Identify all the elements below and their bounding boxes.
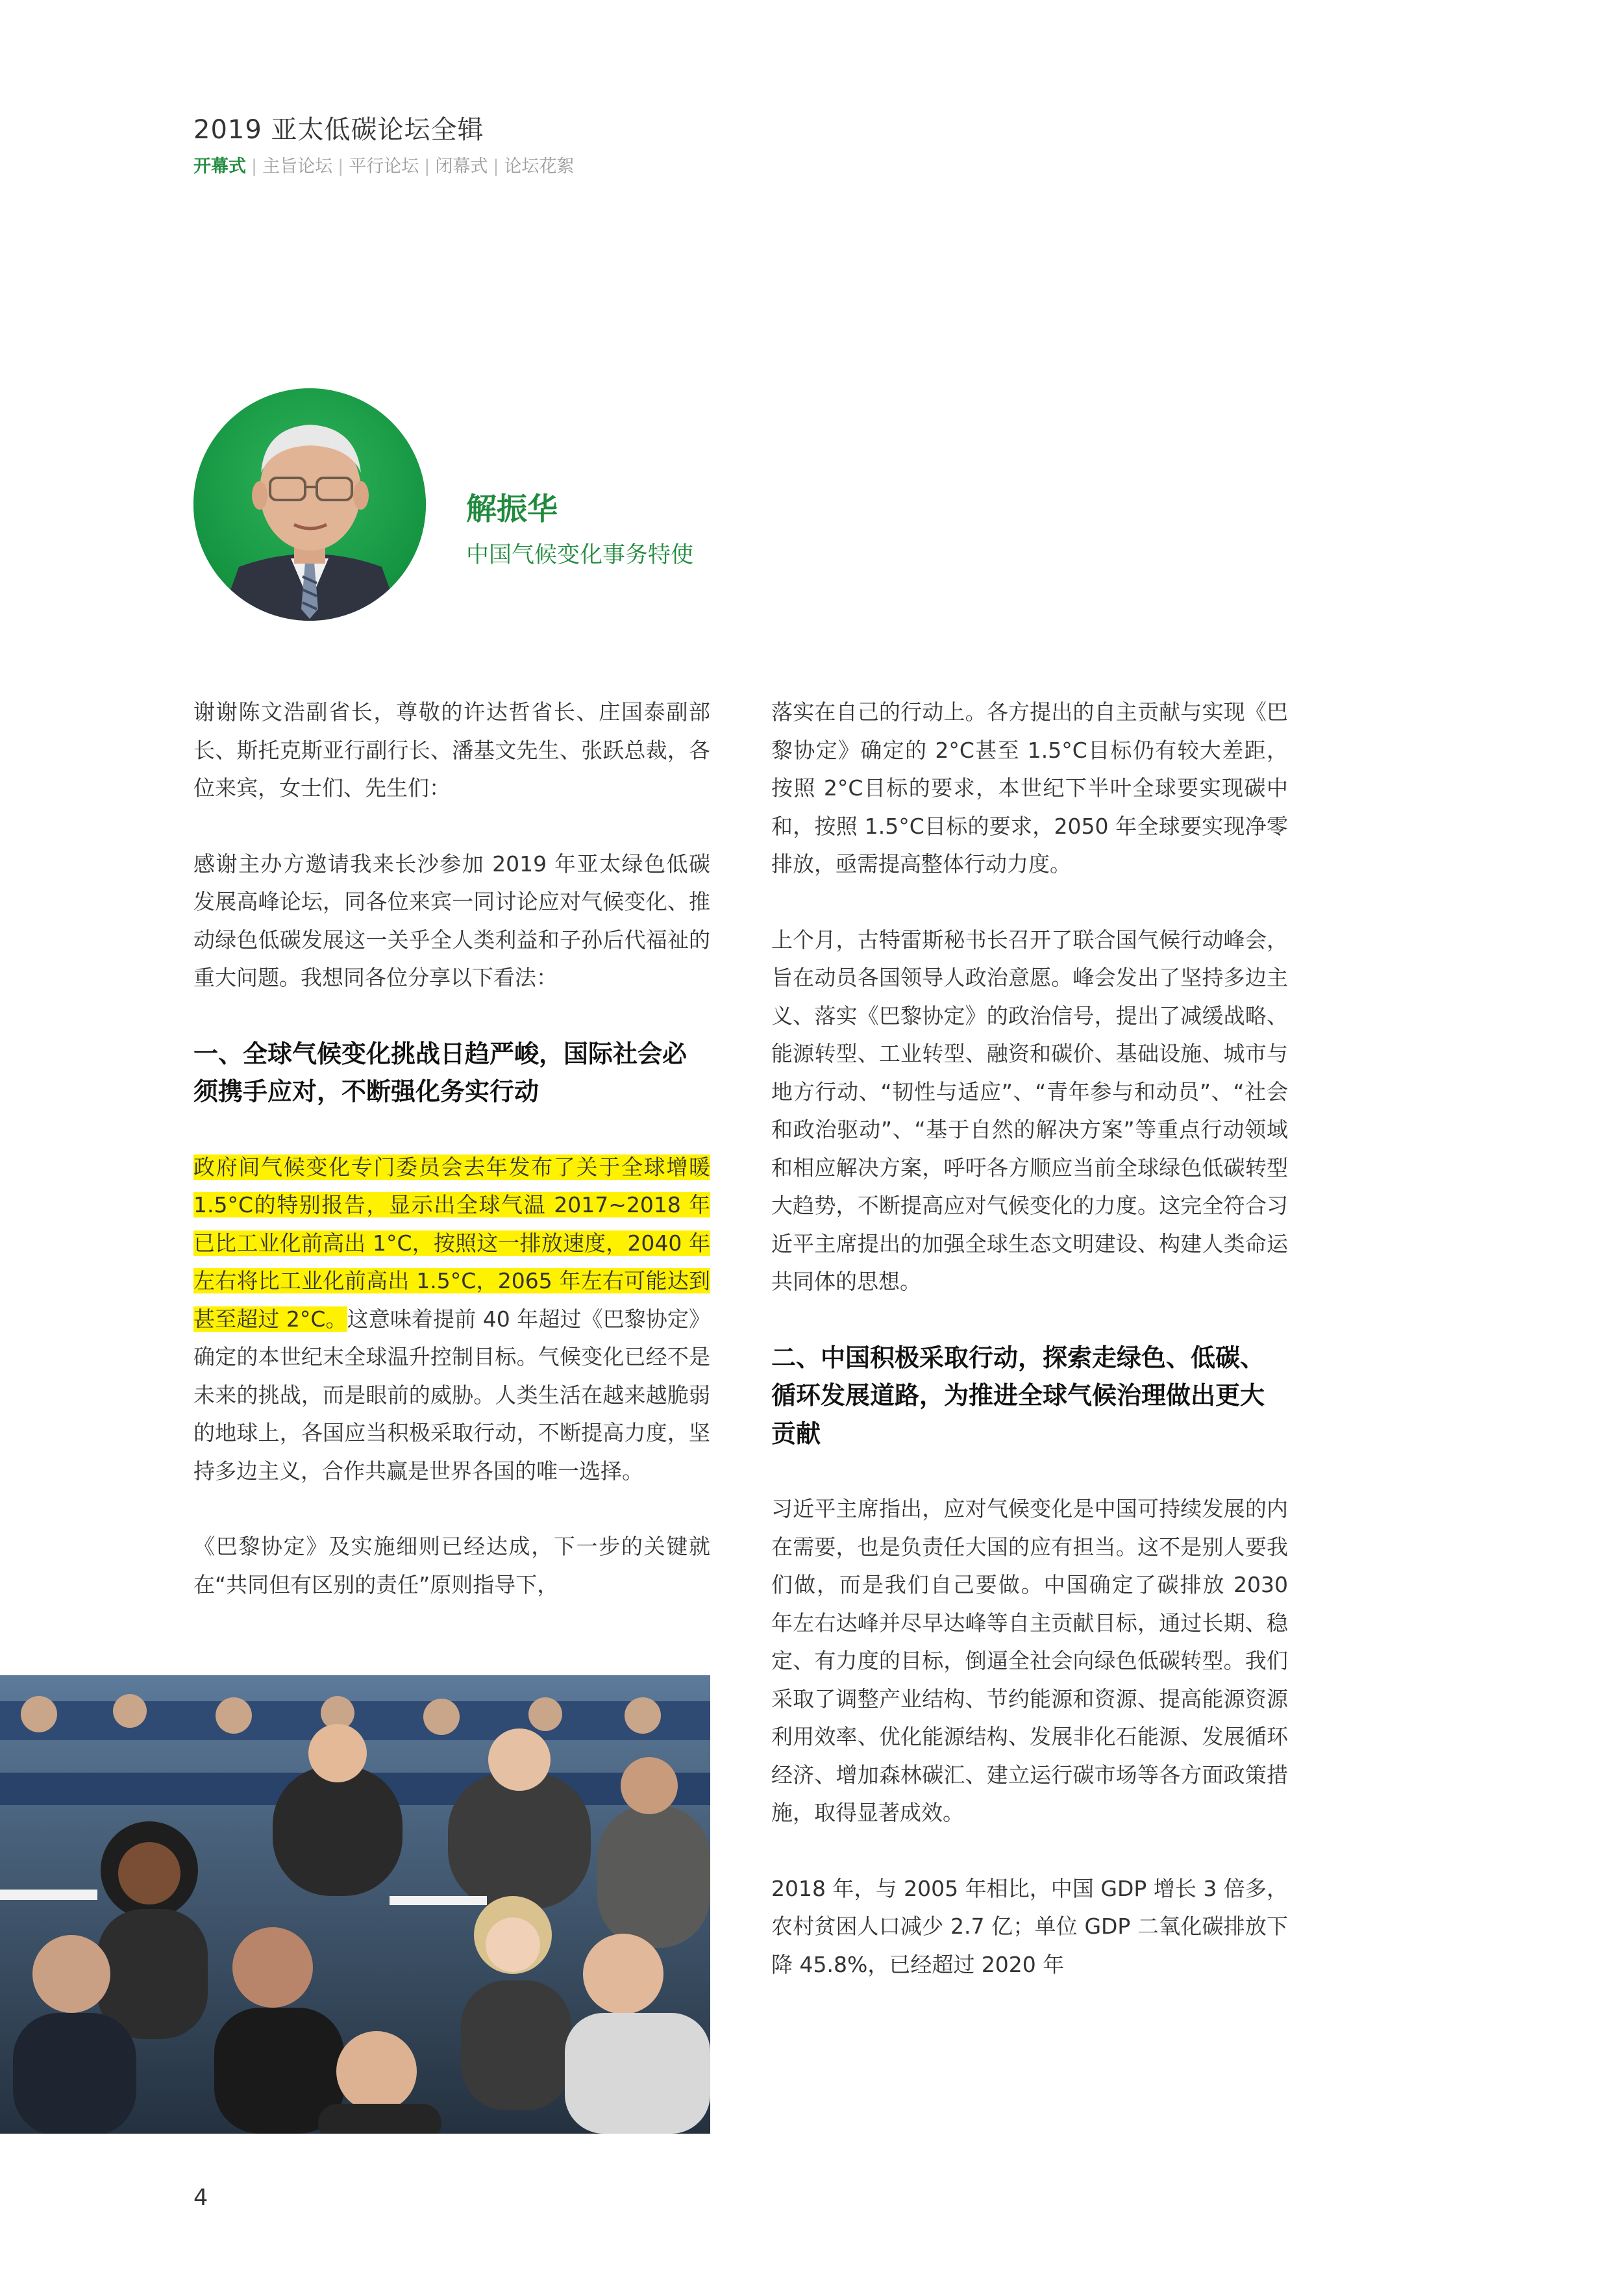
paragraph-paris: 《巴黎协定》及实施细则已经达成，下一步的关键就在“共同但有区别的责任”原则指导下， xyxy=(193,1534,710,1597)
paragraph-intro: 感谢主办方邀请我来长沙参加 2019 年亚太绿色低碳发展高峰论坛，同各位来宾一同讨论应对气候变化、推动绿色低碳发展这一关乎全人类利益和子孙后代福祉的重大问题。我想同各位分享以下看法： xyxy=(193,851,710,990)
nav-item-parallel[interactable]: 平行论坛 xyxy=(349,156,419,177)
page-number: 4 xyxy=(193,2185,208,2211)
highlighted-text: 政府间气候变化专门委员会去年发布了关于全球增暖 1.5°C的特别报告，显示出全球气温 2017~2018 年已比工业化前高出 1°C，按照这一排放速度，2040 年左右将比工业化前高出 1.5°C，2065 年左右可能达到甚至超过 2°C。 xyxy=(193,1154,710,1332)
audience-photo xyxy=(0,1675,710,2134)
nav-separator: | xyxy=(338,156,344,177)
nav-item-opening[interactable]: 开幕式 xyxy=(193,156,246,177)
section-heading-2: 二、中国积极采取行动，探索走绿色、低碳、循环发展道路，为推进全球气候治理做出更大贡献 xyxy=(771,1343,1265,1448)
paragraph-china-action: 习近平主席指出，应对气候变化是中国可持续发展的内在需要，也是负责任大国的应有担当。这不是别人要我们做，而是我们自己要做。中国确定了碳排放 2030 年左右达峰并尽早达峰等自主贡献目标，通过长期、稳定、有力度的目标，倒逼全社会向绿色低碳转型。我们采取了调整产业结构、节约能源和资源、提高能源资源利用效率、优化能源结构、发展非化石能源、发展循环经济、增加森林碳汇、建立运行碳市场等各方面政策措施，取得显著成效。 xyxy=(771,1496,1288,1825)
paragraph-greeting: 谢谢陈文浩副省长，尊敬的许达哲省长、庄国泰副部长、斯托克斯亚行副行长、潘基文先生、张跃总裁，各位来宾，女士们、先生们： xyxy=(193,699,710,801)
paragraph-implementation: 落实在自己的行动上。各方提出的自主贡献与实现《巴黎协定》确定的 2°C甚至 1.5°C目标仍有较大差距，按照 2°C目标的要求，本世纪下半叶全球要实现碳中和，按照 1.5°C目标的要求，2050 年全球要实现净零排放，亟需提高整体行动力度。 xyxy=(771,699,1288,877)
nav-separator: | xyxy=(424,156,430,177)
nav-item-highlights[interactable]: 论坛花絮 xyxy=(504,156,575,177)
nav-item-closing[interactable]: 闭幕式 xyxy=(435,156,488,177)
speaker-portrait xyxy=(193,388,426,621)
paragraph-results: 2018 年，与 2005 年相比，中国 GDP 增长 3 倍多，农村贫困人口减少 2.7 亿；单位 GDP 二氧化碳排放下降 45.8%，已经超过 2020 年 xyxy=(771,1875,1288,1977)
speaker-portrait-image xyxy=(193,388,426,621)
nav-separator: | xyxy=(251,156,258,177)
nav-separator: | xyxy=(493,156,499,177)
left-column xyxy=(193,693,710,1604)
nav-item-keynote[interactable]: 主旨论坛 xyxy=(262,156,333,177)
paragraph-text: 这意味着提前 40 年超过《巴黎协定》确定的本世纪末全球温升控制目标。气候变化已经不是未来的挑战，而是眼前的威胁。人类生活在越来越脆弱的地球上，各国应当积极采取行动，不断提高力度，坚持多边主义，合作共赢是世界各国的唯一选择。 xyxy=(193,1306,710,1484)
publication-title: 2019 亚太低碳论坛全辑 xyxy=(193,115,484,145)
section-nav xyxy=(193,154,574,180)
speaker-name: 解振华 xyxy=(466,492,558,527)
right-column xyxy=(771,693,1288,1984)
speaker-title: 中国气候变化事务特使 xyxy=(466,542,694,568)
paragraph-summit: 上个月，古特雷斯秘书长召开了联合国气候行动峰会，旨在动员各国领导人政治意愿。峰会发出了坚持多边主义、落实《巴黎协定》的政治信号，提出了减缓战略、能源转型、工业转型、融资和碳价、基础设施、城市与地方行动、“韧性与适应”、“青年参与和动员”、“社会和政治驱动”、“基于自然的解决方案”等重点行动领域和相应解决方案，呼吁各方顺应当前全球绿色低碳转型大趋势，不断提高应对气候变化的力度。这完全符合习近平主席提出的加强全球生态文明建设、构建人类命运共同体的思想。 xyxy=(771,927,1288,1294)
section-heading-1: 一、全球气候变化挑战日趋严峻，国际社会必须携手应对，不断强化务实行动 xyxy=(193,1039,688,1106)
paragraph-ipcc xyxy=(193,1149,710,1491)
audience-photo-image xyxy=(0,1675,710,2134)
